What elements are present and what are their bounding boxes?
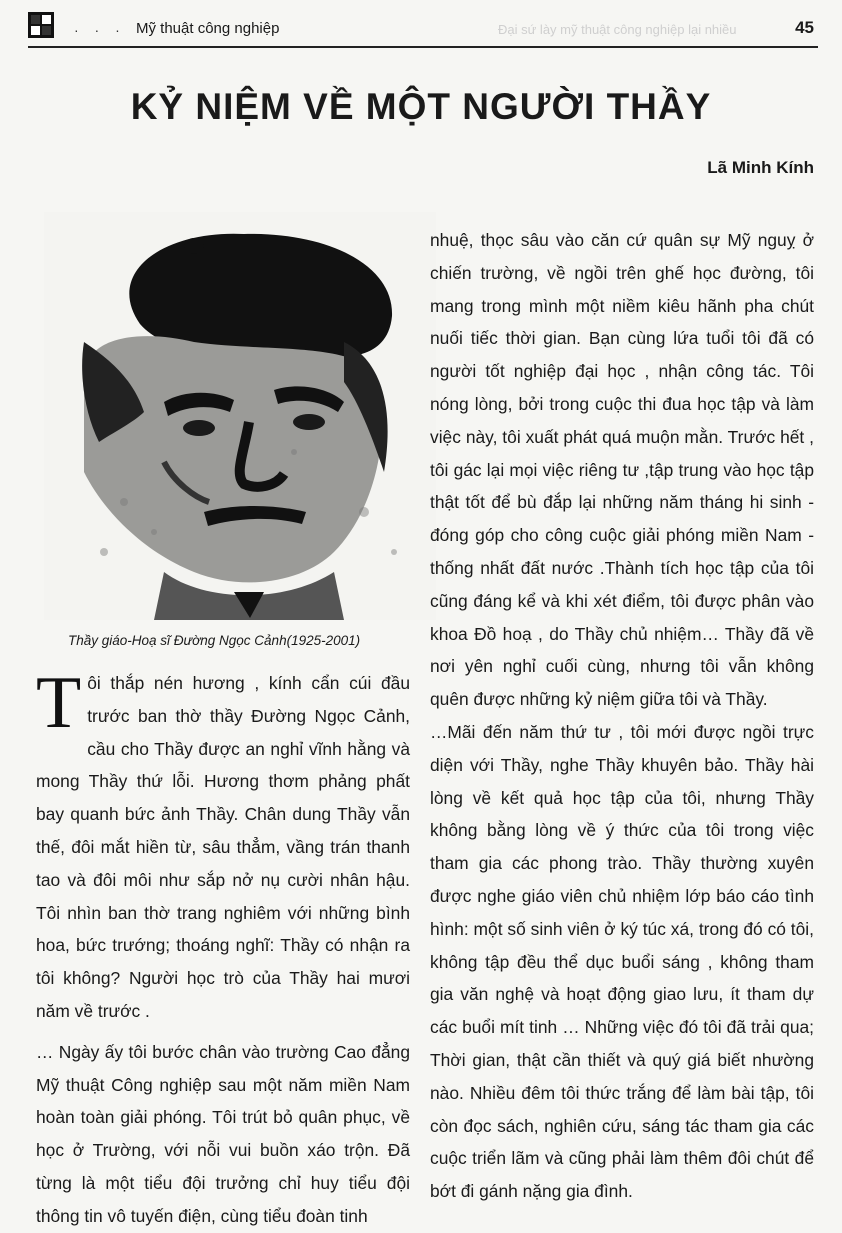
mtcn-logo-icon <box>28 12 54 38</box>
dropcap: T <box>36 662 82 744</box>
header-dots: · · · <box>74 22 126 38</box>
page-header <box>28 12 818 48</box>
paragraph-3: nhuệ, thọc sâu vào căn cứ quân sự Mỹ nguỵ ở chiến trường, về ngồi trên ghế học đường, tôi mang trong mình một niềm kiêu hãnh pha chút nuối tiếc thời gian. Bạn cùng lứa tuổi tôi đã có người tốt nghiệp đại học , nhận công tác. Tôi nóng lòng, bởi trong cuộc thi đua học tập và làm việc này, tôi xuất phát quá muộn mằn. Trước hết , tôi gác lại mọi việc riêng tư ,tập trung vào học tập thật tốt để bù đắp lại những năm tháng hi sinh - đóng góp cho công cuộc giải phóng miền Nam - thống nhất đất nước .Thành tích học tập của tôi cũng đáng kể và khi xét điểm, tôi được phân vào khoa Đồ hoạ , do Thầy chủ nhiệm… Thầy đã về nơi yên nghỉ cuối cùng, nhưng tôi vẫn không quên được những kỷ niệm giữa tôi và Thầy. <box>430 230 814 710</box>
paragraph-1 <box>36 662 410 1028</box>
article-title: KỶ NIỆM VỀ MỘT NGƯỜI THẦY <box>130 86 712 127</box>
paragraph-1-text: ôi thắp nén hương , kính cẩn cúi đầu trước ban thờ thầy Đường Ngọc Cảnh, cầu cho Thầy được an nghỉ vĩnh hằng và mong Thầy thứ lỗi. Hương thơm phảng phất bay quanh bức ảnh Thầy. Chân dung Thầy vẫn thế, đôi mắt hiền từ, sâu thẳm, vầng trán thanh tao và đôi môi như sắp nở nụ cười nhân hậu. Tôi nhìn ban thờ trang nghiêm với những bình hoa, bức trướng; thoáng nghĩ: Thầy có nhận ra tôi không? Người học trò của Thầy hai mươi năm về trước . <box>36 673 410 1021</box>
left-column <box>36 662 410 1233</box>
bleed-through-text: Đại sứ lày mỹ thuật công nghiệp lại nhiều <box>498 22 737 37</box>
journal-name: Mỹ thuật công nghiệp <box>136 20 280 37</box>
portrait-illustration <box>44 212 436 620</box>
paragraph-2: … Ngày ấy tôi bước chân vào trường Cao đẳng Mỹ thuật Công nghiệp sau một năm miền Nam hoàn toàn giải phóng. Tôi trút bỏ quân phục, về học ở Trường, với nỗi vui buồn xáo trộn. Đã từng là một tiểu đội trưởng chỉ huy tiểu đội thông tin vô tuyến điện, cùng tiểu đoàn tinh <box>36 1041 410 1226</box>
article-author: Lã Minh Kính <box>707 158 814 177</box>
portrait-photo <box>44 212 436 620</box>
right-column <box>430 224 814 1208</box>
paragraph-4: …Mãi đến năm thứ tư , tôi mới được ngồi trực diện với Thầy, nghe Thầy khuyên bảo. Thầy hài lòng về kết quả học tập của tôi, nhưng Thầy không bằng lòng về ý thức của tôi trong việc tham gia các phong trào. Thầy thường xuyên được nghe giáo viên chủ nhiệm lớp báo cáo tình hình: một số sinh viên ở ký túc xá, trong đó có tôi, không tập đều thể dục buổi sáng , không tham gia văn nghệ và hoạt động giao lưu, ít tham dự các buổi mít tinh … Những việc đó tôi đã trải qua; Thời gian, thật cần thiết và quý giá biết nhường nào. Nhiều đêm tôi thức trắng để làm bài tập, tôi còn đọc sách, nghiên cứu, sáng tác tham gia các cuộc triển lãm và cũng phải làm thêm đôi chút để bớt đi gánh nặng gia đình. <box>430 721 814 1202</box>
page-number: 45 <box>795 18 814 37</box>
photo-caption: Thầy giáo-Hoạ sĩ Đường Ngọc Cảnh(1925-2001) <box>68 633 361 648</box>
